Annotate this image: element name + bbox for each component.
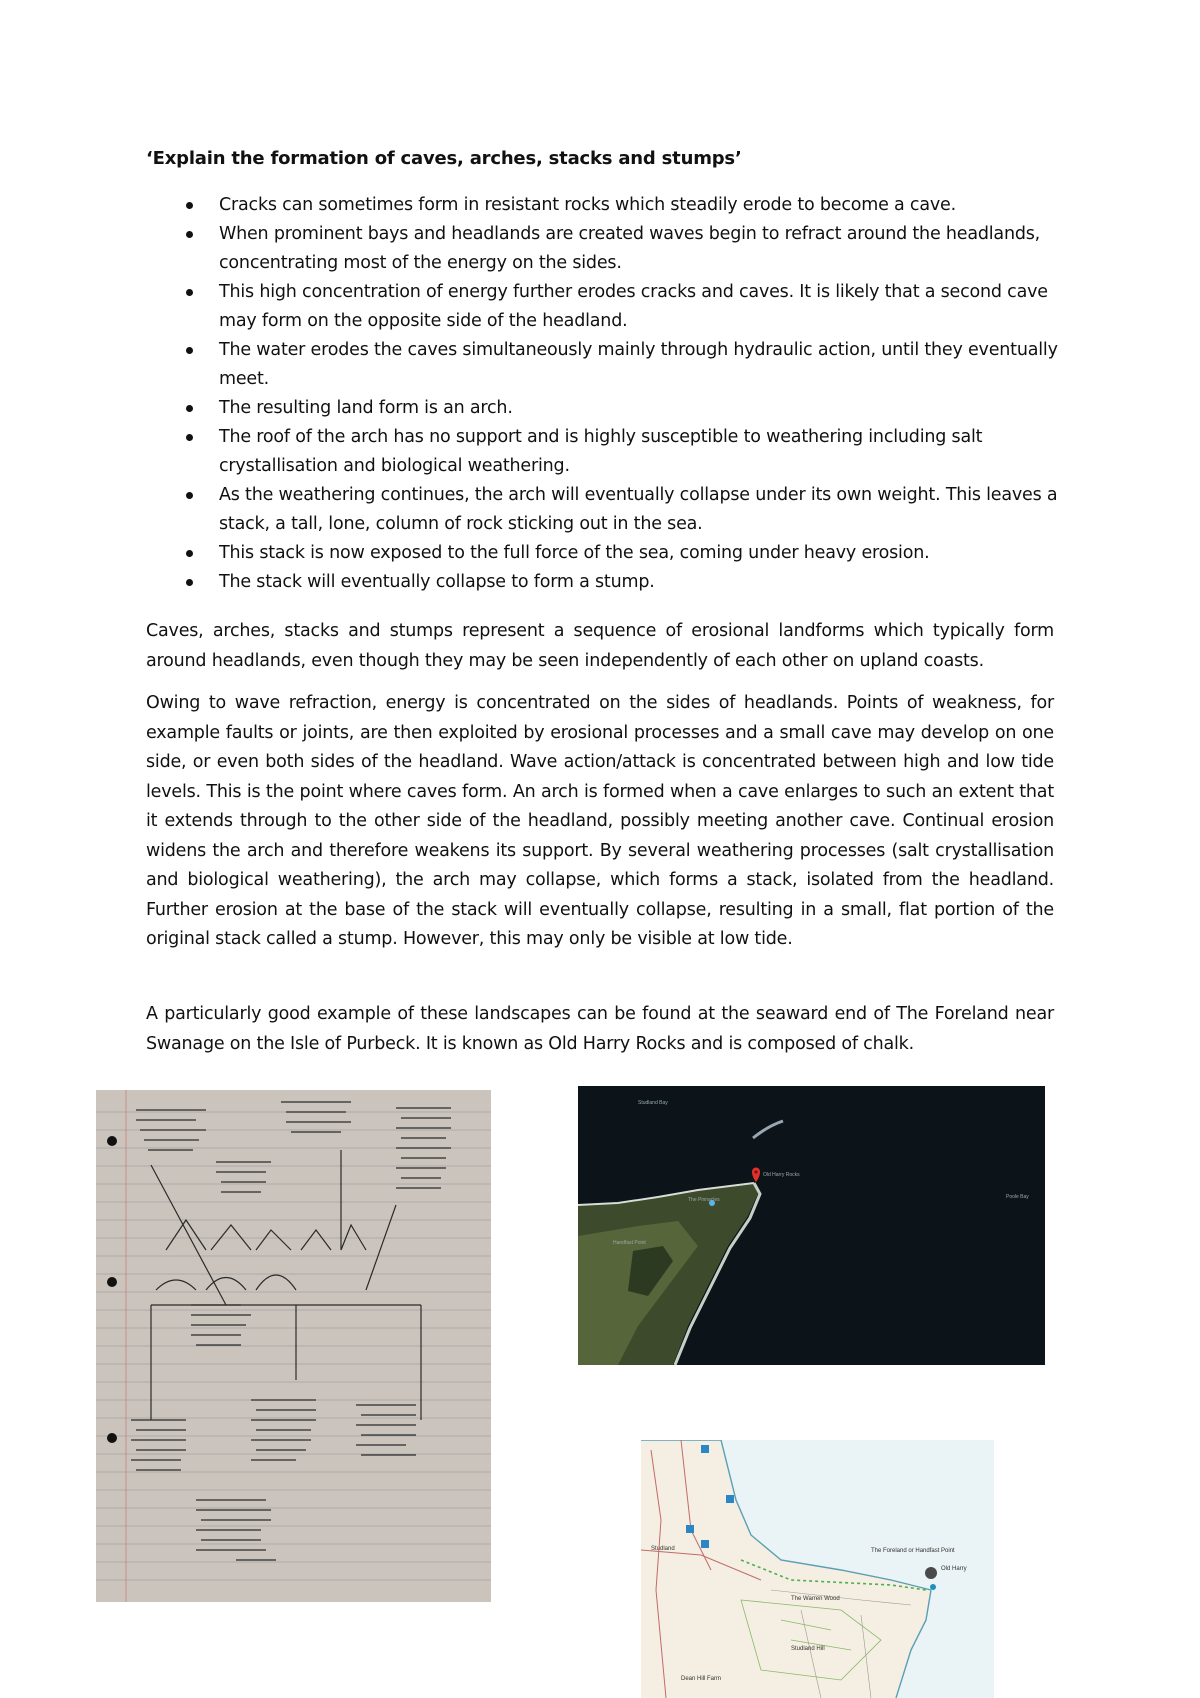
svg-text:Old Harry: Old Harry — [941, 1566, 967, 1572]
list-item: Cracks can sometimes form in resistant rocks which steadily erode to become a cave. — [182, 191, 1062, 220]
bullet-icon — [186, 289, 193, 296]
paragraph-example: A particularly good example of these landscapes can be found at the seaward end of The Foreland near Swanage on the Isle of Purbeck. It is known as Old Harry Rocks and is composed of chalk. — [146, 1004, 1054, 1054]
svg-text:The Foreland or Handfast Point: The Foreland or Handfast Point — [871, 1548, 955, 1554]
paragraph-process: Owing to wave refraction, energy is concentrated on the sides of headlands. Points of weakness, for example faults or joints, are then exploited by erosional processes and a small cave may develop on one side, or even both sides of the headland. Wave action/attack is concentrated between high and low tide levels. This is the point where caves form. An arch is formed when a cave enlarges to such an extent that it extends through to the other side of the headland, possibly meeting another cave. Continual erosion widens the arch and therefore weakens its support. By several weathering processes (salt crystallisation and biological weathering), the arch may collapse, which forms a stack, isolated from the headland. Further erosion at the base of the stack will eventually collapse, resulting in a small, flat portion of the original stack called a stump. However, this may only be visible at low tide. — [146, 693, 1054, 949]
list-item: When prominent bays and headlands are created waves begin to refract around the headlands, concentrating most of the energy on the sides. — [182, 220, 1062, 278]
paragraph-overview: Caves, arches, stacks and stumps represent a sequence of erosional landforms which typically form around headlands, even though they may be seen independently of each other on upland coasts. — [146, 621, 1054, 671]
svg-text:Studland: Studland — [651, 1546, 675, 1552]
bullet-icon — [186, 231, 193, 238]
svg-text:Studland Hill: Studland Hill — [791, 1646, 825, 1652]
list-item: The water erodes the caves simultaneously mainly through hydraulic action, until they eventually meet. — [182, 336, 1062, 394]
list-item: The stack will eventually collapse to form a stump. — [182, 568, 1062, 597]
bullet-icon — [186, 492, 193, 499]
svg-text:Studland Bay: Studland Bay — [638, 1100, 668, 1106]
svg-text:Old Harry Rocks: Old Harry Rocks — [763, 1172, 800, 1178]
satellite-image — [578, 1086, 1045, 1365]
bullet-icon — [186, 579, 193, 586]
bullet-icon — [186, 405, 193, 412]
bullet-icon — [186, 434, 193, 441]
bullet-icon — [186, 550, 193, 557]
list-item: As the weathering continues, the arch will eventually collapse under its own weight. This leaves a stack, a tall, lone, column of rock sticking out in the sea. — [182, 481, 1062, 539]
list-item: The resulting land form is an arch. — [182, 394, 1062, 423]
svg-text:The Warren Wood: The Warren Wood — [791, 1596, 840, 1602]
svg-text:Poole Bay: Poole Bay — [1006, 1194, 1029, 1200]
list-item: This stack is now exposed to the full force of the sea, coming under heavy erosion. — [182, 539, 1062, 568]
svg-text:The Pinnacles: The Pinnacles — [688, 1197, 720, 1203]
bullet-icon — [186, 202, 193, 209]
handwritten-notes-photo — [96, 1090, 491, 1602]
question-title: ‘Explain the formation of caves, arches, stacks and stumps’ — [146, 148, 742, 169]
list-item: The roof of the arch has no support and is highly susceptible to weathering including salt crystallisation and biological weathering. — [182, 423, 1062, 481]
svg-text:Dean Hill Farm: Dean Hill Farm — [681, 1676, 722, 1682]
svg-text:Handfast Point: Handfast Point — [613, 1240, 646, 1246]
bullet-list — [182, 191, 1062, 597]
os-map-image — [641, 1440, 994, 1698]
bullet-icon — [186, 347, 193, 354]
list-item: This high concentration of energy further erodes cracks and caves. It is likely that a second cave may form on the opposite side of the headland. — [182, 278, 1062, 336]
